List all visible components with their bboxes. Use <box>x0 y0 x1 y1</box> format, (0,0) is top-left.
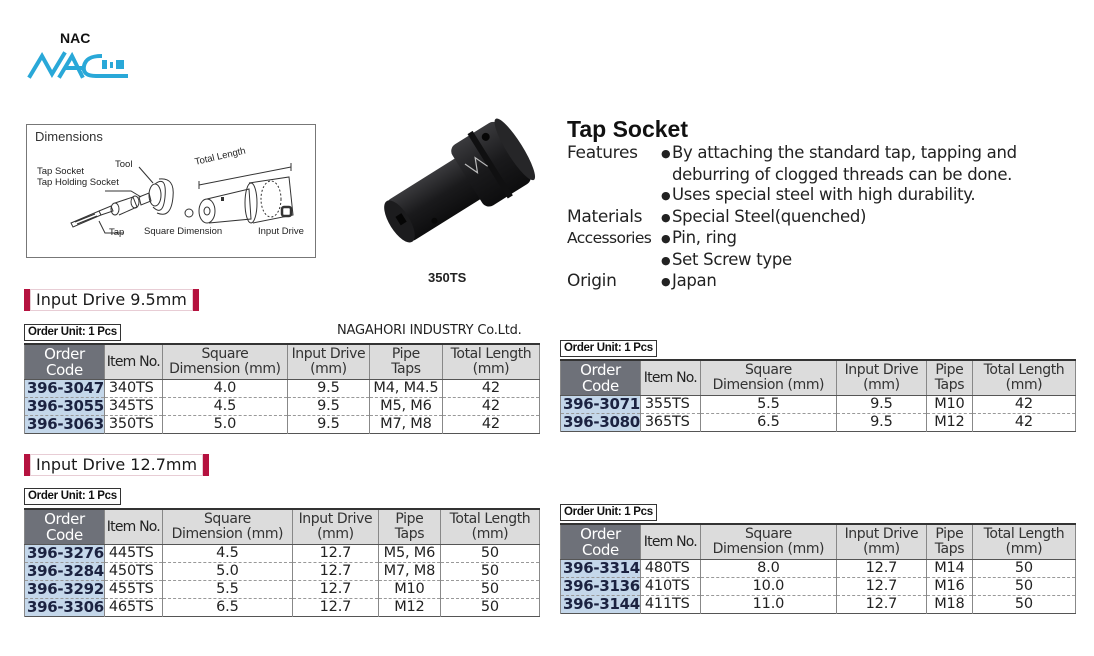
square-dimension: 4.0 <box>162 380 287 398</box>
item-no: 410TS <box>640 578 700 596</box>
table-row <box>561 578 1076 596</box>
item-no: 355TS <box>640 396 700 414</box>
bullet-icon: ● <box>661 253 671 267</box>
pipe-taps: M10 <box>378 581 440 599</box>
pipe-taps: M7, M8 <box>369 416 442 434</box>
order-code: 396-3276 <box>25 545 105 563</box>
col-input-drive: Input Drive (mm) <box>292 509 378 545</box>
order-code: 396-3055 <box>25 398 105 416</box>
item-no: 465TS <box>104 599 162 617</box>
square-dimension: 8.0 <box>700 560 836 578</box>
col-item-no: Item No. <box>104 344 162 380</box>
total-length: 42 <box>972 414 1075 432</box>
section-header-drive-12-7: Input Drive 12.7mm <box>24 454 209 476</box>
col-item-no: Item No. <box>104 509 162 545</box>
total-length: 50 <box>972 560 1075 578</box>
order-code: 396-3047 <box>25 380 105 398</box>
label-total-length: Total Length <box>193 145 247 168</box>
table-row <box>561 396 1076 414</box>
input-drive: 12.7 <box>292 581 378 599</box>
table-row <box>25 380 540 398</box>
table-header-row <box>561 524 1076 560</box>
manufacturer-name: NAGAHORI INDUSTRY Co.Ltd. <box>337 323 522 338</box>
square-dimension: 6.5 <box>162 599 292 617</box>
input-drive: 9.5 <box>287 380 369 398</box>
col-square-dimension: Square Dimension (mm) <box>700 360 836 396</box>
order-unit-label: Order Unit: 1 Pcs <box>560 504 657 521</box>
table-row <box>25 599 540 617</box>
order-code: 396-3306 <box>25 599 105 617</box>
features-row <box>567 143 1077 207</box>
total-length: 42 <box>442 416 539 434</box>
square-dimension: 10.0 <box>700 578 836 596</box>
accessory-item: Pin, ring <box>672 228 737 247</box>
input-drive: 12.7 <box>292 599 378 617</box>
pipe-taps: M10 <box>926 396 972 414</box>
product-title: Tap Socket <box>567 116 688 142</box>
col-pipe-taps: Pipe Taps <box>926 524 972 560</box>
label-square-dimension: Square Dimension <box>144 226 223 237</box>
tap-assembly-drawing-icon <box>27 125 317 259</box>
col-pipe-taps: Pipe Taps <box>369 344 442 380</box>
table-row <box>561 596 1076 614</box>
table-row <box>561 560 1076 578</box>
total-length: 42 <box>442 398 539 416</box>
total-length: 42 <box>972 396 1075 414</box>
table-header-row <box>25 509 540 545</box>
item-no: 480TS <box>640 560 700 578</box>
col-pipe-taps: Pipe Taps <box>378 509 440 545</box>
origin-value: Japan <box>672 271 717 290</box>
bullet-icon: ● <box>661 232 671 245</box>
product-info <box>567 115 1077 293</box>
order-code: 396-3314 <box>561 560 641 578</box>
pipe-taps: M7, M8 <box>378 563 440 581</box>
item-no: 340TS <box>104 380 162 398</box>
col-input-drive: Input Drive (mm) <box>836 360 926 396</box>
input-drive: 12.7 <box>292 563 378 581</box>
pipe-taps: M14 <box>926 560 972 578</box>
total-length: 50 <box>440 581 539 599</box>
square-dimension: 5.0 <box>162 563 292 581</box>
col-total-length: Total Length (mm) <box>440 509 539 545</box>
pipe-taps: M16 <box>926 578 972 596</box>
col-total-length: Total Length (mm) <box>972 360 1075 396</box>
order-unit-label: Order Unit: 1 Pcs <box>560 340 657 357</box>
item-no: 350TS <box>104 416 162 434</box>
nac-logo-icon <box>26 50 130 80</box>
col-square-dimension: Square Dimension (mm) <box>162 344 287 380</box>
spec-table-drive-9-5-b <box>560 359 1076 432</box>
square-dimension: 4.5 <box>162 545 292 563</box>
square-dimension: 6.5 <box>700 414 836 432</box>
pipe-taps: M4, M4.5 <box>369 380 442 398</box>
square-dimension: 11.0 <box>700 596 836 614</box>
table-row <box>25 398 540 416</box>
col-order-code: Order Code <box>25 509 105 545</box>
input-drive: 9.5 <box>836 396 926 414</box>
spec-table-drive-9-5-a <box>24 343 540 434</box>
pipe-taps: M5, M6 <box>378 545 440 563</box>
col-square-dimension: Square Dimension (mm) <box>700 524 836 560</box>
tap-socket-photo <box>355 100 555 265</box>
order-code: 396-3284 <box>25 563 105 581</box>
col-item-no: Item No. <box>640 524 700 560</box>
accessories-label: Accessories <box>567 229 652 247</box>
bullet-icon: ● <box>661 210 671 224</box>
col-order-code: Order Code <box>25 344 105 380</box>
input-drive: 9.5 <box>287 398 369 416</box>
order-code: 396-3080 <box>561 414 641 432</box>
col-input-drive: Input Drive (mm) <box>836 524 926 560</box>
item-no: 411TS <box>640 596 700 614</box>
feature-item-continued: deburring of clogged threads can be done. <box>672 164 1013 184</box>
materials-row <box>567 207 1077 229</box>
table-row <box>25 581 540 599</box>
square-dimension: 5.5 <box>700 396 836 414</box>
pipe-taps: M5, M6 <box>369 398 442 416</box>
input-drive: 12.7 <box>836 560 926 578</box>
col-total-length: Total Length (mm) <box>972 524 1075 560</box>
col-square-dimension: Square Dimension (mm) <box>162 509 292 545</box>
spec-table-drive-12-7-b <box>560 523 1076 614</box>
table-header-row <box>561 360 1076 396</box>
input-drive: 9.5 <box>836 414 926 432</box>
square-dimension: 4.5 <box>162 398 287 416</box>
label-tap: Tap <box>109 227 125 238</box>
feature-item: By attaching the standard tap, tapping and <box>672 143 1017 162</box>
total-length: 42 <box>442 380 539 398</box>
order-unit-label: Order Unit: 1 Pcs <box>24 488 121 505</box>
total-length: 50 <box>440 545 539 563</box>
accessories-row <box>567 228 1077 271</box>
pipe-taps: M12 <box>378 599 440 617</box>
total-length: 50 <box>972 596 1075 614</box>
input-drive: 9.5 <box>287 416 369 434</box>
bullet-icon: ● <box>661 275 671 288</box>
origin-row <box>567 271 1077 293</box>
dimensions-diagram <box>26 124 316 258</box>
order-unit-label: Order Unit: 1 Pcs <box>24 324 121 341</box>
pipe-taps: M18 <box>926 596 972 614</box>
order-code: 396-3292 <box>25 581 105 599</box>
bullet-icon: ● <box>661 189 671 202</box>
input-drive: 12.7 <box>292 545 378 563</box>
table-row <box>561 414 1076 432</box>
col-pipe-taps: Pipe Taps <box>926 360 972 396</box>
item-no: 455TS <box>104 581 162 599</box>
item-no: 345TS <box>104 398 162 416</box>
square-dimension: 5.5 <box>162 581 292 599</box>
input-drive: 12.7 <box>836 578 926 596</box>
accessory-item: Set Screw type <box>672 249 792 269</box>
feature-item: Uses special steel with high durability. <box>672 185 976 204</box>
input-drive: 12.7 <box>836 596 926 614</box>
col-item-no: Item No. <box>640 360 700 396</box>
table-row <box>25 563 540 581</box>
label-tap-socket: Tap Socket <box>37 166 84 177</box>
product-image-caption: 350TS <box>428 270 467 285</box>
diagram-title: Dimensions <box>35 129 103 144</box>
item-no: 365TS <box>640 414 700 432</box>
materials-value: Special Steel(quenched) <box>672 206 867 226</box>
bullet-icon: ● <box>661 147 671 160</box>
total-length: 50 <box>972 578 1075 596</box>
col-total-length: Total Length (mm) <box>442 344 539 380</box>
spec-table-drive-12-7-a <box>24 508 540 617</box>
total-length: 50 <box>440 563 539 581</box>
square-dimension: 5.0 <box>162 416 287 434</box>
col-order-code: Order Code <box>561 524 641 560</box>
order-code: 396-3144 <box>561 596 641 614</box>
item-no: 445TS <box>104 545 162 563</box>
materials-label: Materials <box>567 206 643 227</box>
features-label: Features <box>567 143 638 163</box>
order-code: 396-3136 <box>561 578 641 596</box>
total-length: 50 <box>440 599 539 617</box>
col-input-drive: Input Drive (mm) <box>287 344 369 380</box>
item-no: 450TS <box>104 563 162 581</box>
pipe-taps: M12 <box>926 414 972 432</box>
label-tool: Tool <box>115 159 133 170</box>
origin-label: Origin <box>567 271 617 291</box>
label-input-drive: Input Drive <box>258 226 304 237</box>
section-header-drive-9-5: Input Drive 9.5mm <box>24 289 199 311</box>
table-row <box>25 545 540 563</box>
col-order-code: Order Code <box>561 360 641 396</box>
brand-name: NAC <box>60 30 91 46</box>
table-header-row <box>25 344 540 380</box>
label-tap-holding-socket: Tap Holding Socket <box>37 177 119 188</box>
table-row <box>25 416 540 434</box>
order-code: 396-3071 <box>561 396 641 414</box>
order-code: 396-3063 <box>25 416 105 434</box>
